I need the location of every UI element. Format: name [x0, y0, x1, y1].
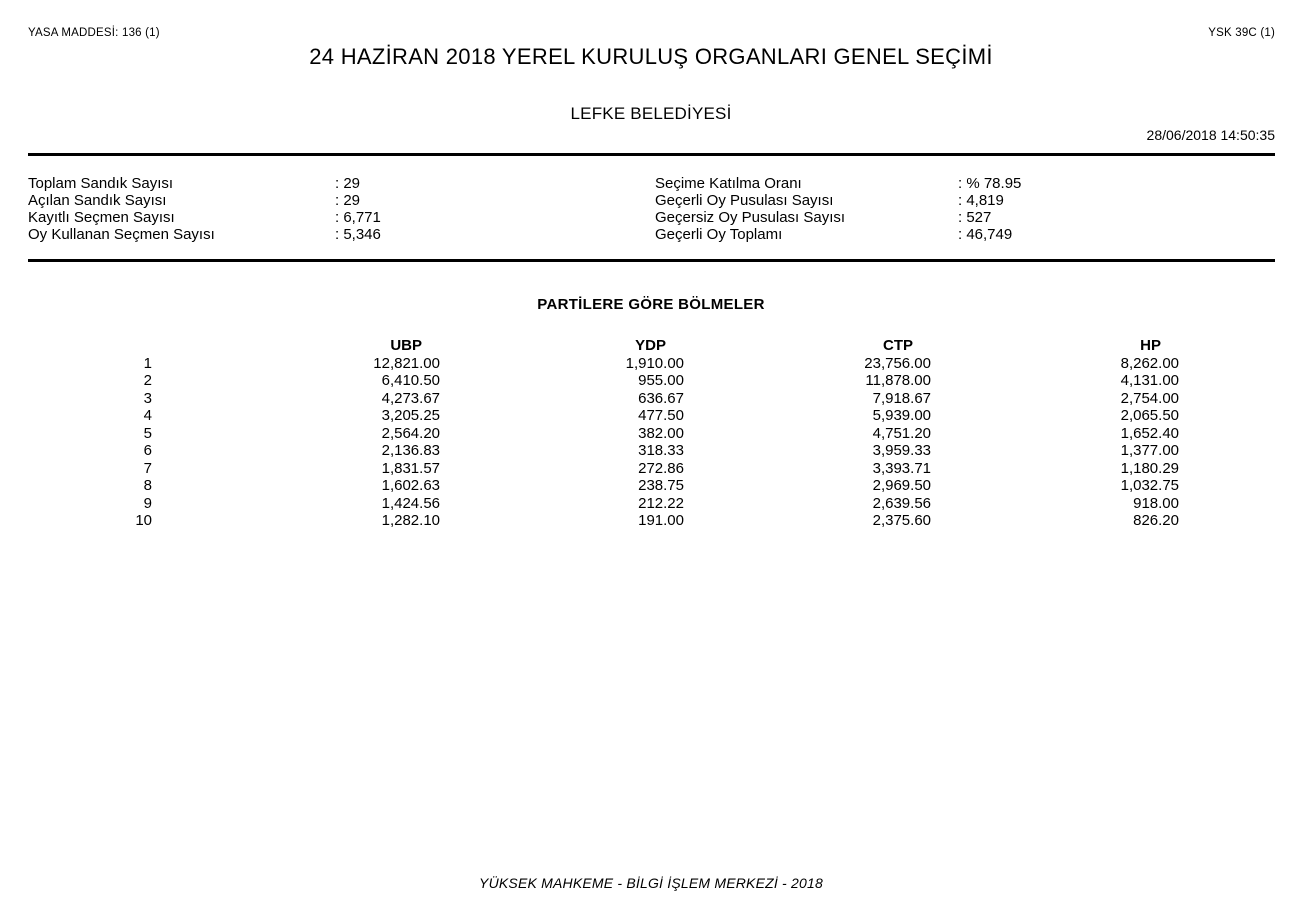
table-row — [0, 512, 1302, 530]
cell-ctp: 2,639.56 — [872, 494, 931, 512]
row-number: 7 — [143, 459, 152, 477]
cell-ydp: 318.33 — [638, 442, 684, 459]
cell-ctp: 3,959.33 — [872, 442, 931, 459]
stat-label: Seçime Katılma Oranı — [655, 175, 802, 192]
stat-row-opened-ballot-boxes — [28, 192, 608, 209]
law-reference: YASA MADDESİ: 136 (1) — [28, 27, 160, 39]
municipality-name: LEFKE BELEDİYESİ — [570, 104, 732, 123]
cell-ubp: 1,424.56 — [381, 494, 440, 512]
table-header-row — [0, 337, 1302, 355]
divisor-column-header — [0, 337, 152, 355]
cell-ydp: 272.86 — [638, 459, 684, 477]
stat-label: Geçersiz Oy Pusulası Sayısı — [655, 209, 846, 226]
stat-value: : 5,346 — [335, 226, 381, 243]
stat-row-registered-voters — [28, 209, 608, 226]
cell-ctp: 4,751.20 — [872, 424, 931, 442]
row-number: 9 — [143, 494, 152, 512]
cell-ubp: 3,205.25 — [381, 407, 440, 424]
table-row — [0, 355, 1302, 373]
stat-row-total-ballot-boxes — [28, 175, 608, 192]
stat-value: : 527 — [958, 209, 992, 226]
column-header-ctp: CTP — [883, 337, 913, 354]
section-title: PARTİLERE GÖRE BÖLMELER — [537, 296, 765, 313]
stat-label: Toplam Sandık Sayısı — [28, 175, 174, 192]
stat-value: : 29 — [335, 175, 361, 192]
table-row — [0, 390, 1302, 408]
stat-row-valid-ballots — [655, 192, 1275, 209]
divisions-table — [0, 337, 1302, 530]
row-number: 1 — [143, 354, 152, 372]
table-row — [0, 372, 1302, 390]
cell-hp: 4,131.00 — [1120, 372, 1179, 389]
cell-hp: 918.00 — [1133, 494, 1179, 512]
row-number: 8 — [143, 477, 152, 494]
cell-ubp: 2,136.83 — [381, 442, 440, 459]
cell-ydp: 636.67 — [638, 389, 684, 407]
cell-ubp: 1,831.57 — [381, 459, 440, 477]
stat-value: : % 78.95 — [958, 175, 1022, 192]
stat-value: : 4,819 — [958, 192, 1004, 209]
cell-ydp: 955.00 — [638, 372, 684, 389]
cell-ubp: 4,273.67 — [381, 389, 440, 407]
table-row — [0, 425, 1302, 443]
row-number: 2 — [143, 372, 152, 389]
stat-label: Oy Kullanan Seçmen Sayısı — [28, 226, 215, 243]
stat-label: Açılan Sandık Sayısı — [28, 192, 167, 209]
cell-ctp: 3,393.71 — [872, 459, 931, 477]
footer-text: YÜKSEK MAHKEME - BİLGİ İŞLEM MERKEZİ - 2018 — [479, 875, 823, 891]
cell-ubp: 1,282.10 — [381, 512, 440, 529]
separator-rule-bottom — [28, 259, 1275, 262]
stat-value: : 46,749 — [958, 226, 1013, 243]
print-timestamp: 28/06/2018 14:50:35 — [1146, 127, 1275, 143]
cell-hp: 1,032.75 — [1120, 477, 1179, 494]
row-number: 10 — [135, 512, 152, 529]
cell-ubp: 12,821.00 — [373, 354, 440, 372]
stat-row-total-valid-votes — [655, 226, 1275, 243]
cell-ydp: 382.00 — [638, 424, 684, 442]
summary-left-column — [28, 175, 608, 243]
cell-hp: 8,262.00 — [1120, 354, 1179, 372]
cell-hp: 1,652.40 — [1120, 424, 1179, 442]
table-row — [0, 407, 1302, 425]
stat-row-turnout-rate — [655, 175, 1275, 192]
cell-ctp: 2,375.60 — [872, 512, 931, 529]
cell-hp: 826.20 — [1133, 512, 1179, 529]
cell-ubp: 2,564.20 — [381, 424, 440, 442]
cell-ctp: 5,939.00 — [872, 407, 931, 424]
cell-ctp: 2,969.50 — [872, 477, 931, 494]
cell-ctp: 23,756.00 — [864, 354, 931, 372]
cell-hp: 1,377.00 — [1120, 442, 1179, 459]
table-row — [0, 477, 1302, 495]
row-number: 3 — [143, 389, 152, 407]
cell-ydp: 238.75 — [638, 477, 684, 494]
cell-ydp: 1,910.00 — [625, 354, 684, 372]
cell-ydp: 191.00 — [638, 512, 684, 529]
cell-hp: 2,754.00 — [1120, 389, 1179, 407]
spacer-column — [1179, 337, 1302, 355]
cell-hp: 2,065.50 — [1120, 407, 1179, 424]
cell-ctp: 7,918.67 — [872, 389, 931, 407]
table-row — [0, 460, 1302, 478]
stat-label: Geçerli Oy Pusulası Sayısı — [655, 192, 834, 209]
column-header-ydp: YDP — [635, 337, 666, 354]
cell-ctp: 11,878.00 — [865, 372, 931, 389]
stat-value: : 6,771 — [335, 209, 381, 226]
row-number: 4 — [143, 407, 152, 424]
stat-value: : 29 — [335, 192, 361, 209]
row-number: 6 — [143, 442, 152, 459]
row-number: 5 — [143, 424, 152, 442]
page-title: 24 HAZİRAN 2018 YEREL KURULUŞ ORGANLARI GENEL SEÇİMİ — [309, 44, 993, 69]
table-row — [0, 442, 1302, 460]
cell-ydp: 212.22 — [638, 494, 684, 512]
column-header-hp: HP — [1140, 337, 1161, 354]
summary-right-column — [655, 175, 1275, 243]
cell-ubp: 6,410.50 — [381, 372, 440, 389]
table-row — [0, 495, 1302, 513]
column-header-ubp: UBP — [390, 337, 422, 354]
cell-ubp: 1,602.63 — [381, 477, 440, 494]
stat-row-invalid-ballots — [655, 209, 1275, 226]
stat-label: Kayıtlı Seçmen Sayısı — [28, 209, 175, 226]
form-reference: YSK 39C (1) — [1208, 27, 1275, 39]
stat-label: Geçerli Oy Toplamı — [655, 226, 783, 243]
separator-rule-top — [28, 153, 1275, 156]
stat-row-voters-who-voted — [28, 226, 608, 243]
cell-ydp: 477.50 — [638, 407, 684, 424]
cell-hp: 1,180.29 — [1120, 459, 1179, 477]
